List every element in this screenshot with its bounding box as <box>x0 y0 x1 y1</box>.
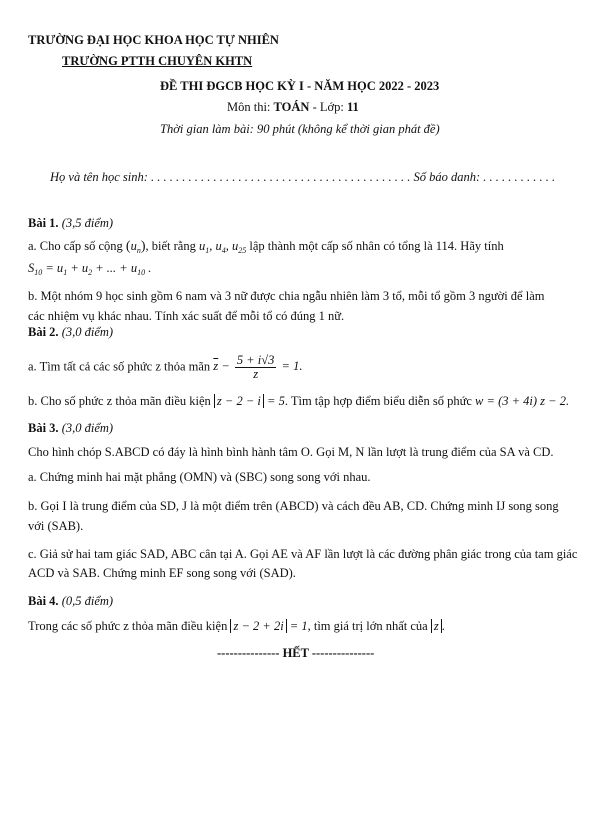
p4-text-2: , tìm giá trị lớn nhất của <box>307 619 431 633</box>
problem-3-intro: Cho hình chóp S.ABCD có đáy là hình bình hành tâm O. Gọi M, N lần lượt là trung điểm của SA và CD. <box>28 445 554 459</box>
p2b-text-1: b. Cho số phức z thỏa mãn điều kiện <box>28 394 214 408</box>
problem-1-points: (3,5 điểm) <box>58 216 114 230</box>
problem-4: Trong các số phức z thỏa mãn điều kiện z − 2 + 2i = 1, tìm giá trị lớn nhất của z . <box>28 619 445 633</box>
p4-text-1: Trong các số phức z thỏa mãn điều kiện <box>28 619 231 633</box>
p1a-s: S <box>28 261 35 275</box>
problem-3-title: Bài 3. <box>28 421 59 435</box>
p4-condition: z − 2 + 2i <box>230 619 286 633</box>
problem-3b-line-2: với (SAB). <box>28 519 84 533</box>
problem-2-heading <box>28 325 113 340</box>
end-marker: --------------- HẾT --------------- <box>217 646 375 660</box>
problem-4-points: (0,5 điểm) <box>58 594 114 608</box>
student-info-line: Họ và tên học sinh: . . . . . . . . . . . . . . . . . . . . . . . . . . . . . . . . . . . . . . . . . . Số báo danh: . . . . . . . . . . . . <box>50 170 556 184</box>
problem-1-heading <box>28 216 113 231</box>
p2a-text: a. Tìm tất cả các số phức z thỏa mãn <box>28 359 214 374</box>
subject: TOÁN <box>273 100 310 114</box>
problem-3c-line-1: c. Giả sử hai tam giác SAD, ABC cân tại A. Gọi AE và AF lần lượt là các đường phân giác trong của tam giác <box>28 547 578 561</box>
p2b-w: w = (3 + 4i) z − 2. <box>475 394 570 408</box>
problem-1-title: Bài 1. <box>28 216 59 230</box>
p1a-sum-formula: $S_{10} = u_1 + u_2$ + ... + $u_{10}$ . <box>28 261 152 277</box>
p1a-text-1: a. Cho cấp số cộng <box>28 239 126 253</box>
problem-2b: b. Cho số phức z thỏa mãn điều kiện z − 2 − i = 5. Tìm tập hợp điểm biểu diễn số phức w = (3 + 4i) z − 2. <box>28 394 570 408</box>
university-name: TRƯỜNG ĐẠI HỌC KHOA HỌC TỰ NHIÊN <box>28 33 279 47</box>
problem-4-heading <box>28 594 113 609</box>
problem-3a: a. Chứng minh hai mặt phẳng (OMN) và (SBC) song song với nhau. <box>28 470 371 484</box>
grade-label: - Lớp: <box>309 100 347 114</box>
problem-2-title: Bài 2. <box>28 325 59 339</box>
problem-2a <box>28 354 302 381</box>
subject-line <box>227 100 359 115</box>
exam-title: ĐỀ THI ĐGCB HỌC KỲ I - NĂM HỌC 2022 - 2023 <box>160 79 440 93</box>
p2a-equation: $\overline{z}$ − $\frac{5 + i√3}{z}$ = 1. <box>213 353 303 381</box>
problem-1b: b. Một nhóm 9 học sinh gồm 6 nam và 3 nữ được chia ngẫu nhiên làm 3 tổ, mỗi tổ gồm 3 người để làm các nhiệm vụ khác nhau. Tính xác suất để mỗi tổ có đúng 1 nữ. <box>28 289 545 323</box>
problem-2-points: (3,0 điểm) <box>58 325 114 339</box>
p1a-text-2: , biết rằng <box>145 239 199 253</box>
p1a-text-3: lập thành một cấp số nhân có tổng là 114. Hãy tính <box>246 239 504 253</box>
problem-4-title: Bài 4. <box>28 594 59 608</box>
p2b-text-2: . Tìm tập hợp điểm biểu diễn số phức <box>284 394 476 408</box>
problem-3-heading <box>28 421 113 436</box>
subject-prefix: Môn thi: <box>227 100 274 114</box>
problem-3-points: (3,0 điểm) <box>58 421 114 435</box>
problem-3c-line-2: ACD và SAB. Chứng minh EF song song với (SAD). <box>28 566 296 580</box>
problem-3b-line-1: b. Gọi I là trung điểm của SD, J là một điểm trên (ABCD) và cách đều AB, CD. Chứng minh IJ song song <box>28 499 559 513</box>
p2b-condition: z − 2 − i <box>214 394 264 408</box>
p1a-terms: $u_1$, $u_4$, $u_{25}$ <box>198 239 247 255</box>
p1a-seq: $(u_n)$ <box>125 239 146 255</box>
grade-value: 11 <box>346 100 359 114</box>
problem-1a <box>28 239 504 255</box>
school-name: TRƯỜNG PTTH CHUYÊN KHTN <box>62 54 253 68</box>
exam-time: Thời gian làm bài: 90 phút (không kể thời gian phát đề) <box>160 122 440 136</box>
p4-modulus: z <box>431 619 442 633</box>
